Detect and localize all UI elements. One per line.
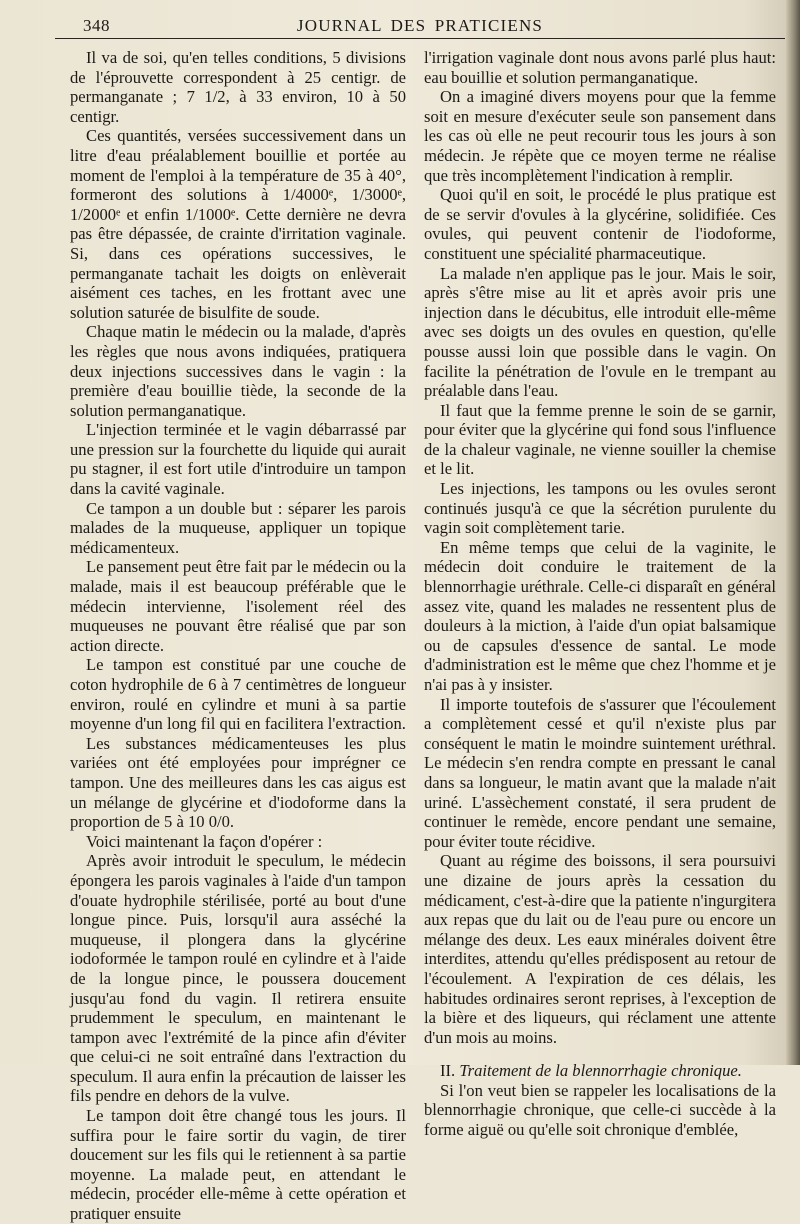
paragraph: Quant au régime des boissons, il sera poursuivi une dizaine de jours après la cessation du médicament, c'est-à-dire que la patiente n'ingurgitera aux repas que du lait ou de l'eau pure ou encore un mélange des deux. Les eaux minérales doivent être interdites, attendu qu'elles prédisposent au retour de l'écoulement. A l'expiration de ces délais, les habitudes ordinaires seront reprises, à l'exception de la bière et des liqueurs, qui réclament une attente d'un mois au moins. [424, 851, 776, 1047]
paragraph: On a imaginé divers moyens pour que la femme soit en mesure d'exécuter seule son pansement dans les cas où elle ne peut recourir tous les jours à son médecin. Je répète que ce moyen terme ne réalise que très incomplètement l'indication à remplir. [424, 87, 776, 185]
paragraph: En même temps que celui de la vaginite, le médecin doit conduire le traitement de la blennorrhagie uréthrale. Celle-ci disparaît en général assez vite, quand les malades ne ressentent plus de douleurs à la miction, à l'aide d'un opiat balsamique ou de capsules d'essence de santal. Le mode d'administration est le même que chez l'homme et je n'ai pas à y insister. [424, 537, 776, 694]
paragraph: Ce tampon a un double but : séparer les parois malades de la muqueuse, appliquer un topique médicamenteux. [70, 498, 406, 557]
journal-title: JOURNAL DES PRATICIENS [296, 16, 544, 35]
paragraph-continuation: l'irrigation vaginale dont nous avons parlé plus haut: eau bouillie et solution permanganatique. [424, 48, 776, 87]
paragraph: Le tampon est constitué par une couche de coton hydrophile de 6 à 7 centimètres de longueur environ, roulé en cylindre et muni à sa partie moyenne d'un long fil qui en facilitera l'extraction. [70, 655, 406, 734]
section-heading [424, 1061, 776, 1081]
paragraph: Ces quantités, versées successivement dans un litre d'eau préalablement bouillie et portée au moment de l'emploi à la température de 35 à 40°, formeront des solutions à 1/4000ᵉ, 1/3000ᵉ, 1/2000ᵉ et enfin 1/1000ᵉ. Cette dernière ne devra pas être dépassée, de crainte d'irritation vaginale. Si, dans ces opérations successives, le permanganate tachait les doigts on enlèverait aisément ces taches, en les frottant avec une solution saturée de bisulfite de soude. [70, 126, 406, 322]
paragraph: La malade n'en applique pas le jour. Mais le soir, après s'être mise au lit et après avoir pris une injection dans le décubitus, elle introduit elle-même avec ses doigts un des ovules en question, qu'elle pousse aussi loin que possible dans le vagin. On facilite la pénétration de l'ovule en le trempant au préalable dans l'eau. [424, 263, 776, 401]
page-edge-shadow [786, 0, 800, 1065]
paragraph: Il va de soi, qu'en telles conditions, 5 divisions de l'éprouvette correspondent à 25 centigr. de permanganate ; 7 1/2, à 33 environ, 10 à 50 centigr. [70, 48, 406, 126]
page-number: 348 [83, 16, 110, 35]
paragraph: Il importe toutefois de s'assurer que l'écoulement a complètement cessé et qu'il n'existe plus par conséquent le matin le moindre suintement uréthral. Le médecin s'en rendra compte en pressant le canal dans sa longueur, le matin avant que la malade n'ait uriné. L'assèchement constaté, il sera prudent de continuer le remède, encore pendant une semaine, pour éviter toute récidive. [424, 694, 776, 851]
paragraph: Les substances médicamenteuses les plus variées ont été employées pour imprégner ce tampon. Une des meilleures dans les cas aigus est un mélange de glycérine et d'iodoforme dans la proportion de 5 à 10 0/0. [70, 733, 406, 832]
paragraph: L'injection terminée et le vagin débarrassé par une pression sur la fourchette du liquide qui aurait pu stagner, il est fort utile d'introduire un tampon dans la cavité vaginale. [70, 420, 406, 499]
paragraph: Voici maintenant la façon d'opérer : [86, 831, 323, 851]
paragraph: Le pansement peut être fait par le médecin ou la malade, mais il est beaucoup préférable que le médecin intervienne, l'isolement réel des muqueuses ne pouvant être réalisé que par son action directe. [70, 557, 406, 655]
paragraph: Les injections, les tampons ou les ovules seront continués jusqu'à ce que la sécrétion purulente du vagin soit complètement tarie. [424, 479, 776, 538]
section-title: Traitement de la blennorrhagie chronique. [459, 1061, 742, 1081]
page-header [55, 14, 785, 39]
paragraph: Si l'on veut bien se rappeler les localisations de la blennorrhagie chronique, que celle-ci succède à la forme aiguë ou qu'elle soit chronique d'emblée, [424, 1080, 776, 1140]
left-column [70, 48, 406, 1224]
right-column [424, 48, 776, 1140]
paragraph: Après avoir introduit le speculum, le médecin épongera les parois vaginales à l'aide d'un tampon d'ouate hydrophile stérilisée, porté au bout d'une longue pince. Puis, lorsqu'il aura asséché la muqueuse, il plongera dans la glycérine iodoformée le tampon roulé en cylindre et à l'aide de la longue pince, le poussera doucement jusqu'au fond du vagin. Il retirera ensuite prudemment le speculum, en maintenant le tampon avec l'extrémité de la pince afin d'éviter que celui-ci ne soit entraîné dans l'extraction du speculum. Il aura enfin la précaution de laisser les fils pendre en dehors de la vulve. [70, 851, 406, 1106]
paragraph: Le tampon doit être changé tous les jours. Il suffira pour le faire sortir du vagin, de tirer doucement sur les fils qui le retiennent à sa partie moyenne. La malade peut, en attendant le médecin, procéder elle-même à cette opération et pratiquer ensuite [70, 1106, 406, 1224]
paragraph: Chaque matin le médecin ou la malade, d'après les règles que nous avons indiquées, pratiquera deux injections successives dans le vagin : la première d'eau bouillie tiède, la seconde de la solution permanganatique. [70, 322, 406, 420]
paragraph: Quoi qu'il en soit, le procédé le plus pratique est de se servir d'ovules à la glycérine, solidifiée. Ces ovules, qui peuvent contenir de l'iodoforme, constituent une spécialité pharmaceutique. [424, 185, 776, 263]
paragraph: Il faut que la femme prenne le soin de se garnir, pour éviter que la glycérine qui fond sous l'influence de la chaleur vaginale, ne vienne souiller la chemise et le lit. [424, 400, 776, 479]
section-number: II. [440, 1061, 456, 1081]
